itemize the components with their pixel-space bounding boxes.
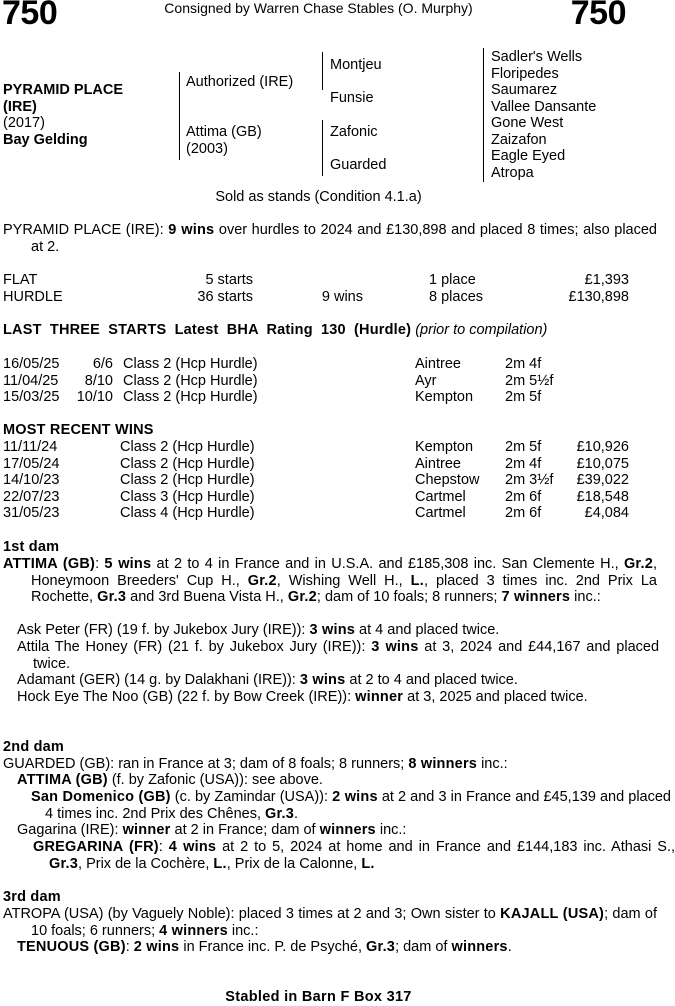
win-distance: 2m 6f [505, 488, 542, 505]
text: at 2 to 4 in France and in U.S.A. and £185,308 inc. San Clemente H., [151, 556, 624, 572]
text: at 3, 2024 and £44,167 and placed twice. [33, 639, 660, 672]
listed: L. [213, 855, 227, 872]
last-three-heading-block [3, 322, 629, 339]
summary [3, 222, 657, 255]
horse-origin: (IRE) [3, 98, 37, 115]
win-distance: 2m 3½f [505, 472, 554, 489]
grade: Gr.3 [366, 939, 396, 955]
summary-wins: 9 wins [168, 222, 215, 238]
horse-year: (2017) [3, 115, 45, 131]
start-course: Aintree [415, 356, 461, 372]
pedigree-line-2a [322, 52, 323, 90]
second-dam-attima [3, 772, 643, 789]
text: at 2 to 5, 2024 at home and in France and £144,183 inc. Athasi S., [216, 839, 675, 855]
win-date: 11/11/24 [3, 439, 58, 455]
text: at 4 and placed twice. [355, 622, 500, 638]
record-starts: 36 starts [197, 288, 253, 305]
text: Gagarina (IRE): [17, 822, 123, 838]
text: inc.: [375, 822, 407, 838]
win-distance: 2m 5f [505, 439, 542, 455]
second-dam-san-domenico [3, 789, 671, 822]
pedigree-line-2b [322, 120, 323, 176]
start-race: Class 2 (Hcp Hurdle) [123, 356, 258, 372]
start-course: Ayr [415, 372, 437, 389]
last-three-row [3, 389, 553, 406]
pedigree-line-3 [483, 48, 484, 182]
text: . [294, 805, 299, 822]
third-dam-heading: 3rd dam [3, 889, 61, 905]
pedigree-gen2-0: Montjeu [330, 57, 382, 73]
text: : [125, 939, 134, 955]
grade: Gr.3 [49, 855, 79, 872]
summary-rest: over hurdles to 2024 and £130,898 and placed 8 times; also placed at 2. [31, 222, 657, 255]
second-dam-heading: 2nd dam [3, 739, 65, 755]
win-race: Class 3 (Hcp Hurdle) [120, 488, 255, 505]
text: , Prix de la Cochère, [78, 855, 214, 872]
win-distance: 2m 6f [505, 505, 542, 522]
record-starts: 5 starts [205, 272, 253, 288]
pedigree-gen3-1: Floripedes [491, 65, 559, 82]
last-three-row [3, 373, 553, 390]
text: Ask Peter (FR) (19 f. by Jukebox Jury (IRE)): [17, 622, 310, 638]
win-date: 17/05/24 [3, 455, 60, 472]
win-race: Class 4 (Hcp Hurdle) [120, 505, 255, 522]
pedigree-gen3-2: Saumarez [491, 82, 558, 98]
first-dam-heading: 1st dam [3, 539, 60, 555]
grade: Gr.2 [623, 556, 653, 572]
text: inc.: [477, 756, 508, 772]
start-course: Kempton [415, 389, 474, 406]
gagarina-winners: winners [319, 822, 376, 838]
recent-win-row [3, 489, 629, 506]
text: in France inc. P. de Psyché, [179, 939, 367, 955]
start-position: 6/6 [92, 356, 113, 372]
text: . [507, 939, 512, 955]
record-prize: £1,393 [584, 272, 629, 288]
lot-number-right: 750 [570, 0, 626, 32]
recent-win-row [3, 456, 629, 473]
first-dam-winners: 7 winners [501, 589, 571, 606]
grade: Gr.3 [265, 805, 295, 822]
text: inc.: [570, 589, 601, 606]
recent-win-row [3, 472, 629, 489]
last-three-row [3, 356, 553, 373]
text: ; dam of [395, 939, 452, 955]
start-distance: 2m 5f [505, 389, 542, 406]
tenuous-winners: winners [451, 939, 508, 955]
first-dam-wins: 5 wins [104, 556, 152, 572]
attima-name: ATTIMA (GB) [17, 772, 108, 788]
record-wins: 9 wins [321, 288, 363, 305]
stabling-footer: Stabled in Barn F Box 317 [225, 989, 412, 1005]
progeny-wins: winner [355, 689, 404, 705]
win-date: 31/05/23 [3, 505, 60, 522]
start-race: Class 2 (Hcp Hurdle) [123, 372, 258, 389]
start-position: 8/10 [84, 372, 113, 389]
win-race: Class 2 (Hcp Hurdle) [120, 439, 255, 455]
record-prize: £130,898 [568, 288, 629, 305]
record-places: 8 places [429, 288, 484, 305]
win-course: Kempton [415, 439, 474, 455]
san-domenico-wins: 2 wins [332, 789, 378, 805]
record-type: HURDLE [3, 288, 63, 305]
pedigree-gen2-1: Funsie [330, 90, 374, 106]
win-course: Aintree [415, 455, 461, 472]
progeny-wins: 3 wins [371, 639, 419, 655]
pedigree-dam [186, 124, 262, 157]
text: Hock Eye The Noo (GB) (22 f. by Bow Creek (IRE)): [17, 689, 356, 705]
last-three-table [3, 356, 553, 406]
consignor: Consigned by Warren Chase Stables (O. Murphy) [164, 0, 473, 16]
progeny-wins: 3 wins [299, 672, 346, 688]
text: (f. by Zafonic (USA)): see above. [107, 772, 323, 788]
pedigree-sire: Authorized (IRE) [186, 74, 294, 90]
tenuous-wins: 2 wins [133, 939, 180, 955]
gregarina-wins: 4 wins [168, 839, 217, 855]
second-dam-text [3, 756, 629, 773]
win-course: Cartmel [415, 488, 466, 505]
text: , Honeymoon Breeders' Cup H., [31, 556, 657, 589]
progeny-2 [3, 672, 659, 689]
record-row-flat [3, 272, 629, 289]
pedigree-gen3-7: Atropa [491, 164, 534, 181]
second-dam-winners: 8 winners [408, 756, 478, 772]
recent-wins-heading: MOST RECENT WINS [3, 422, 154, 438]
third-dam-tenuous [3, 939, 643, 956]
start-distance: 2m 4f [505, 356, 542, 372]
recent-win-row [3, 505, 629, 522]
pedigree-gen2-3: Guarded [330, 157, 387, 173]
record-type: FLAT [3, 272, 38, 288]
text: at 2 and 3 in France and £45,139 and placed 4 times inc. 2nd Prix des Chênes, [45, 789, 671, 822]
start-position: 10/10 [76, 389, 113, 406]
text: inc.: [227, 922, 259, 939]
horse-name: PYRAMID PLACE [3, 82, 124, 98]
text: Adamant (GER) (14 g. by Dalakhani (IRE)): [17, 672, 300, 688]
text: ; dam of 10 foals; 8 runners; [316, 589, 502, 606]
san-domenico-name: San Domenico (GB) [31, 789, 171, 805]
record-row-hurdle [3, 289, 629, 306]
pedigree-gen3-0: Sadler's Wells [491, 49, 583, 65]
third-dam-winners: 4 winners [159, 922, 228, 939]
win-prize: £18,548 [576, 488, 629, 505]
start-date: 15/03/25 [3, 389, 60, 406]
grade: Gr.2 [247, 572, 277, 589]
start-distance: 2m 5½f [505, 372, 554, 389]
record-places: 1 place [429, 272, 476, 288]
win-date: 14/10/23 [3, 472, 60, 489]
pedigree-gen3-4: Gone West [491, 115, 564, 131]
horse-identity [3, 82, 123, 148]
listed: L. [361, 855, 375, 872]
win-distance: 2m 4f [505, 455, 542, 472]
text: at 2 in France; dam of [170, 822, 320, 838]
progeny-1 [3, 639, 659, 672]
last-three-heading: LAST THREE STARTS Latest BHA Rating 130 (Hurdle) [3, 322, 412, 338]
horse-description: Bay Gelding [3, 131, 88, 148]
third-dam-text [3, 906, 657, 939]
progeny-0 [3, 622, 659, 639]
text: , placed 3 times inc. 2nd Prix La Rochette, [31, 572, 657, 606]
start-date: 11/04/25 [3, 372, 59, 389]
listed: L. [410, 572, 424, 589]
win-course: Chepstow [415, 472, 480, 489]
text: : [95, 556, 105, 572]
win-prize: £4,084 [584, 505, 629, 522]
text: GUARDED (GB): ran in France at 3; dam of 8 foals; 8 runners; [3, 756, 409, 772]
text: , Wishing Well H., [276, 572, 411, 589]
pedigree-line-1 [179, 72, 180, 160]
win-date: 22/07/23 [3, 488, 60, 505]
recent-wins-table [3, 439, 629, 522]
text: at 3, 2025 and placed twice. [403, 689, 588, 705]
race-record-table [3, 272, 629, 305]
tenuous-name: TENUOUS (GB) [17, 939, 126, 955]
text: (c. by Zamindar (USA)): [170, 789, 333, 805]
progeny-3 [3, 689, 659, 706]
text: ; dam of 10 foals; 6 runners; [31, 906, 657, 939]
last-three-note: (prior to compilation) [415, 322, 548, 338]
summary-name: PYRAMID PLACE (IRE): [3, 222, 169, 238]
gregarina-name: GREGARINA (FR) [33, 839, 159, 855]
second-dam-gregarina [3, 839, 675, 872]
text: : [158, 839, 169, 855]
win-course: Cartmel [415, 505, 466, 522]
pedigree-gen3-5: Zaizafon [491, 131, 547, 148]
pedigree-gen3 [491, 49, 596, 181]
win-race: Class 2 (Hcp Hurdle) [120, 455, 255, 472]
record-wins [253, 272, 363, 289]
pedigree-dam-year: (2003) [186, 140, 228, 157]
text: Attila The Honey (FR) (21 f. by Jukebox Jury (IRE)): [17, 639, 372, 655]
pedigree-gen2-2: Zafonic [330, 124, 378, 140]
progeny-wins: 3 wins [309, 622, 356, 638]
second-dam-gagarina [3, 822, 643, 839]
text: and 3rd Buena Vista H., [126, 589, 288, 606]
sold-as: Sold as stands (Condition 4.1.a) [215, 189, 422, 205]
win-prize: £39,022 [576, 472, 629, 489]
text: , Prix de la Calonne, [226, 855, 362, 872]
win-race: Class 2 (Hcp Hurdle) [120, 472, 255, 489]
text: at 2 to 4 and placed twice. [345, 672, 518, 688]
pedigree-gen3-6: Eagle Eyed [491, 148, 566, 164]
text: ATROPA (USA) (by Vaguely Noble): placed 3 times at 2 and 3; Own sister to [3, 906, 501, 922]
recent-win-row [3, 439, 629, 456]
kajall-name: KAJALL (USA) [500, 906, 605, 922]
lot-number-left: 750 [2, 0, 58, 32]
grade: Gr.3 [97, 589, 127, 606]
pedigree-gen3-3: Vallee Dansante [491, 98, 597, 115]
gagarina-winner: winner [122, 822, 171, 838]
first-dam-name: ATTIMA (GB) [3, 556, 96, 572]
win-prize: £10,926 [576, 439, 629, 455]
grade: Gr.2 [287, 589, 317, 606]
start-date: 16/05/25 [3, 356, 60, 372]
start-race: Class 2 (Hcp Hurdle) [123, 389, 258, 406]
win-prize: £10,075 [576, 455, 629, 472]
pedigree-dam-name: Attima (GB) [186, 124, 262, 140]
first-dam-text [3, 556, 657, 606]
